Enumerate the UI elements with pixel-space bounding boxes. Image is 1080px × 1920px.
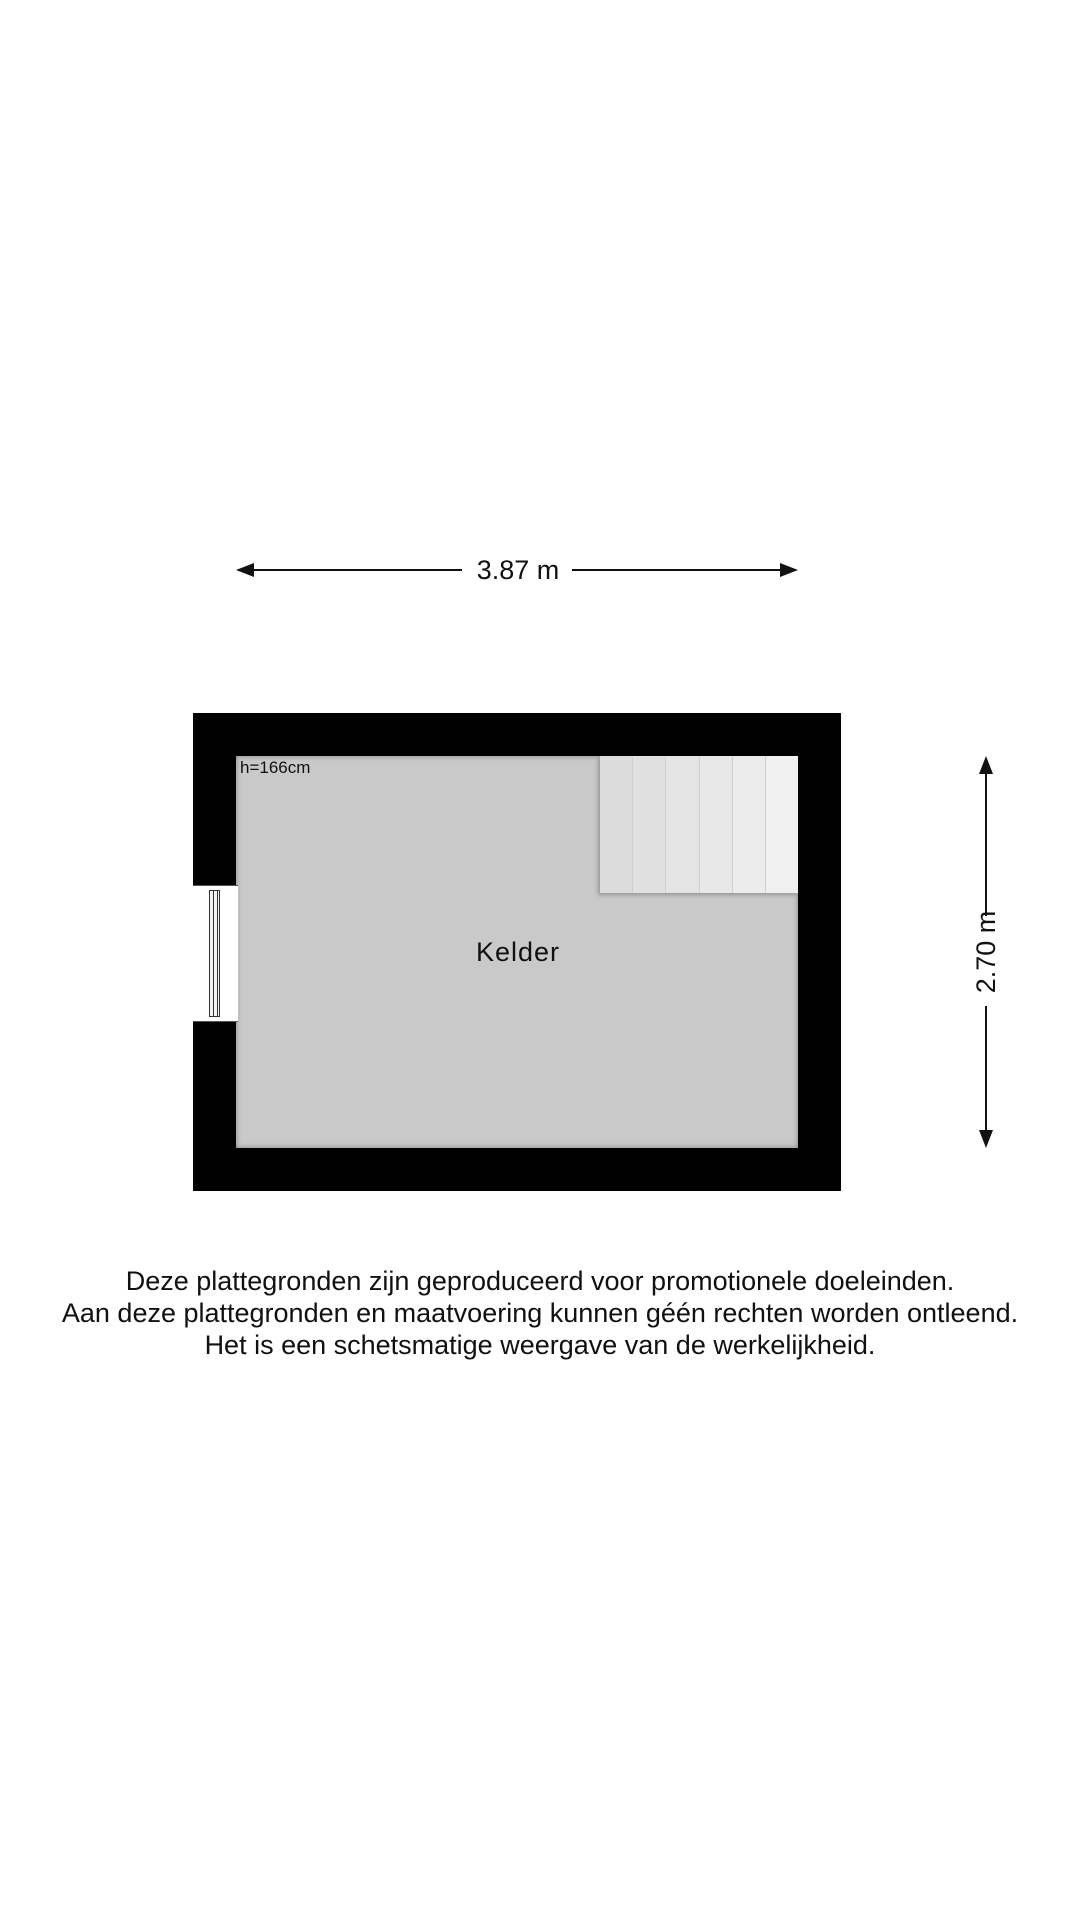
arrow-right-icon bbox=[780, 563, 798, 577]
stair-step bbox=[600, 756, 633, 893]
width-dimension-line-right bbox=[572, 569, 782, 571]
window bbox=[193, 885, 238, 1022]
disclaimer-line: Deze plattegronden zijn geproduceerd voor promotionele doeleinden. bbox=[125, 1266, 955, 1296]
stair-step bbox=[733, 756, 766, 893]
room-label: Kelder bbox=[475, 937, 561, 967]
stair-step bbox=[633, 756, 666, 893]
height-dimension-label: 2.70 m bbox=[971, 910, 1001, 994]
stair-step bbox=[700, 756, 733, 893]
height-dimension-line-bottom bbox=[985, 1006, 987, 1132]
arrow-down-icon bbox=[979, 1130, 993, 1148]
height-dimension-line-top bbox=[985, 772, 987, 916]
stair-step bbox=[666, 756, 699, 893]
window-pane bbox=[209, 890, 220, 1017]
disclaimer bbox=[0, 1265, 1080, 1361]
ceiling-height-label: h=166cm bbox=[240, 758, 311, 777]
stairs bbox=[600, 756, 798, 893]
width-dimension-line-left bbox=[250, 569, 462, 571]
disclaimer-line: Het is een schetsmatige weergave van de werkelijkheid. bbox=[204, 1330, 876, 1360]
disclaimer-line: Aan deze plattegronden en maatvoering kunnen géén rechten worden ontleend. bbox=[61, 1298, 1019, 1328]
stair-step bbox=[766, 756, 798, 893]
width-dimension-label: 3.87 m bbox=[476, 555, 560, 585]
